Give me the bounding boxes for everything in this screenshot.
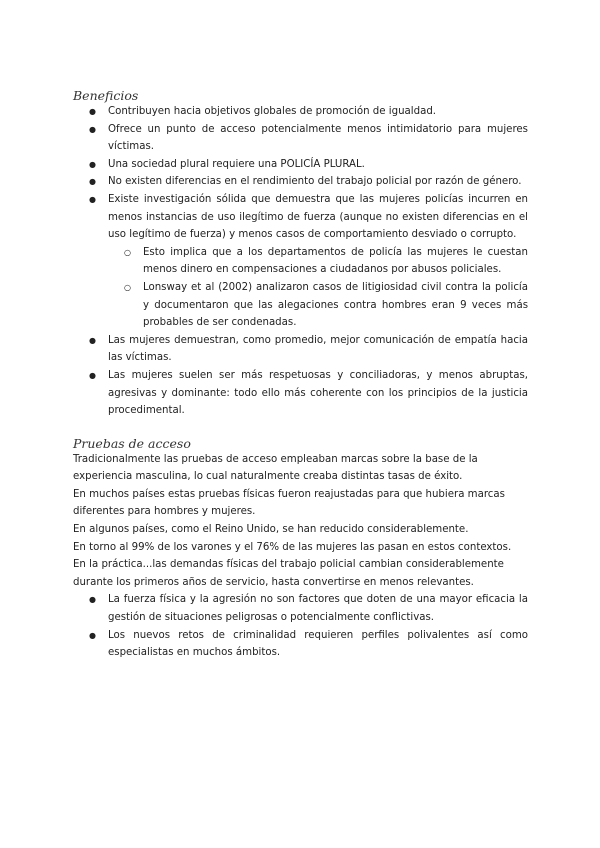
pruebas-list [73, 591, 528, 661]
list-item: ● No existen diferencias en el rendimiento del trabajo policial por razón de género. [73, 173, 528, 191]
list-item-text: Existe investigación sólida que demuestra que las mujeres policías incurren en menos instancias de uso ilegítimo de fuerza (aunque no existen diferencias en el uso legítimo de fuerza) y menos casos de comportamiento desviado o corrupto. [108, 193, 528, 241]
list-item: ● Ofrece un punto de acceso potencialmente menos intimidatorio para mujeres víctimas. [73, 121, 528, 156]
list-item: ● Las mujeres suelen ser más respetuosas y conciliadoras, y menos abruptas, agresivas y dominante: todo ello más coherente con los principios de la justicia procedimental. [73, 367, 528, 420]
section-heading-pruebas: Pruebas de acceso [73, 435, 191, 451]
document-content [73, 88, 528, 662]
list-item: ● Las mujeres demuestran, como promedio, mejor comunicación de empatía hacia las víctimas. [73, 332, 528, 367]
sub-list-item: ○ Lonsway et al (2002) analizaron casos de litigiosidad civil contra la policía y documentaron que las alegaciones contra hombres eran 9 veces más probables de ser condenadas. [104, 279, 528, 332]
section-heading-beneficios: Beneficios [73, 88, 139, 103]
list-item: ● La fuerza física y la agresión no son factores que doten de una mayor eficacia la gestión de situaciones peligrosas o potencialmente conflictivas. [73, 591, 528, 626]
list-item: ● Contribuyen hacia objetivos globales de promoción de igualdad. [73, 103, 528, 121]
paragraph: En la práctica...las demandas físicas del trabajo policial cambian considerablemente durante los primeros años de servicio, hasta convertirse en menos relevantes. [73, 559, 504, 588]
beneficios-sublist [104, 244, 528, 332]
paragraph: En torno al 99% de los varones y el 76% de las mujeres las pasan en estos contextos. [73, 541, 512, 553]
list-item: ● Una sociedad plural requiere una POLICÍA PLURAL. [73, 156, 528, 174]
section-spacer [73, 420, 528, 436]
sub-list-item: ○ Esto implica que a los departamentos de policía las mujeres le cuestan menos dinero en compensaciones a ciudadanos por abusos policiales. [104, 244, 528, 279]
paragraph: En algunos países, como el Reino Unido, se han reducido considerablemente. [73, 524, 469, 536]
list-item: ● Los nuevos retos de criminalidad requieren perfiles polivalentes así como especialistas en muchos ámbitos. [73, 627, 528, 662]
paragraph: Tradicionalmente las pruebas de acceso empleaban marcas sobre la base de la experiencia masculina, lo cual naturalmente creaba distintas tasas de éxito. [73, 453, 478, 483]
list-item [73, 191, 528, 332]
paragraph: En muchos países estas pruebas físicas fueron reajustadas para que hubiera marcas diferentes para hombres y mujeres. [73, 488, 505, 518]
beneficios-list [73, 103, 528, 420]
